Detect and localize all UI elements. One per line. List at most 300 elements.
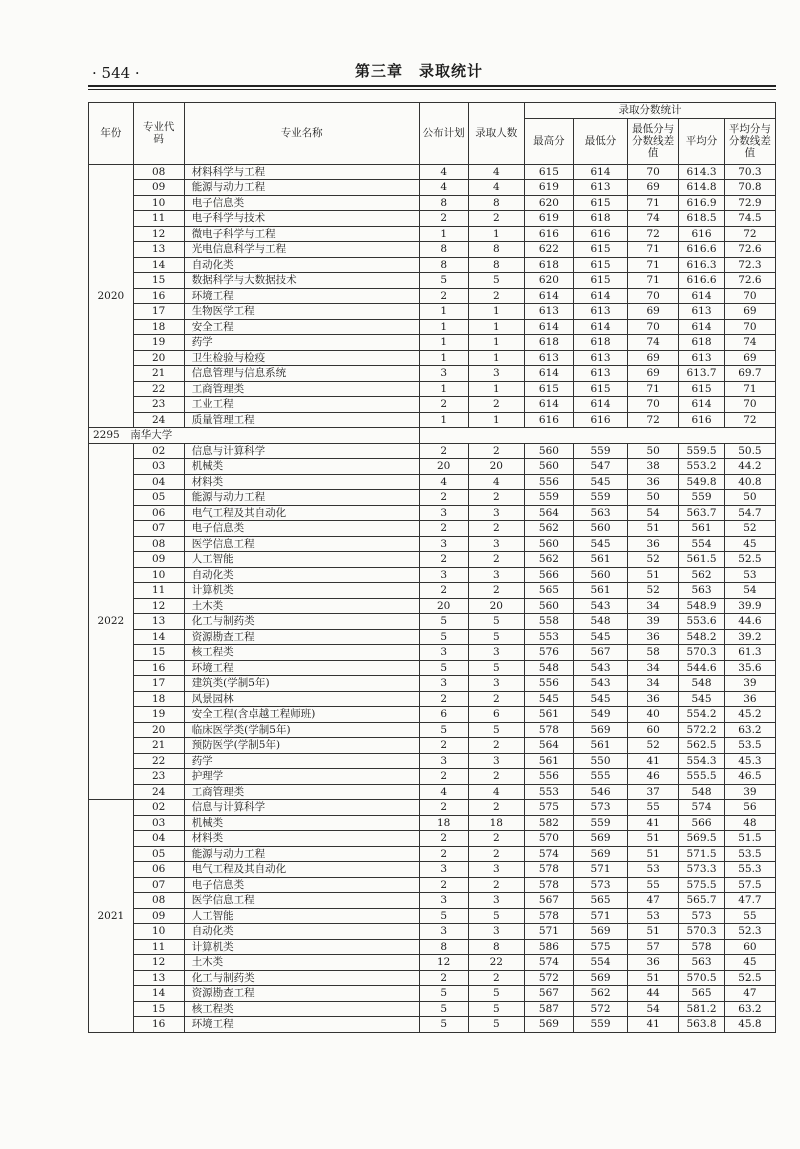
table-row xyxy=(89,459,776,475)
plan-cell: 2 xyxy=(419,521,468,537)
avg_diff-cell: 46.5 xyxy=(724,769,775,785)
min_diff-cell: 51 xyxy=(628,831,679,847)
avg-cell: 561 xyxy=(679,521,725,537)
max-cell: 565 xyxy=(524,583,573,599)
avg_diff-cell: 56 xyxy=(724,800,775,816)
avg_diff-cell: 70.3 xyxy=(724,164,775,180)
code-cell: 06 xyxy=(133,862,184,878)
max-cell: 614 xyxy=(524,288,573,304)
avg-cell: 554 xyxy=(679,536,725,552)
max-cell: 567 xyxy=(524,893,573,909)
plan-cell: 1 xyxy=(419,304,468,320)
admit-cell: 1 xyxy=(468,350,524,366)
admit-cell: 3 xyxy=(468,505,524,521)
avg_diff-cell: 63.2 xyxy=(724,722,775,738)
code-cell: 12 xyxy=(133,955,184,971)
name-cell: 能源与动力工程 xyxy=(184,180,419,196)
min-cell: 615 xyxy=(573,195,627,211)
code-cell: 03 xyxy=(133,459,184,475)
max-cell: 576 xyxy=(524,645,573,661)
name-cell: 医学信息工程 xyxy=(184,536,419,552)
admit-cell: 5 xyxy=(468,908,524,924)
table-row xyxy=(89,769,776,785)
max-cell: 613 xyxy=(524,304,573,320)
table-row xyxy=(89,195,776,211)
plan-cell: 6 xyxy=(419,707,468,723)
code-cell: 11 xyxy=(133,583,184,599)
plan-cell: 2 xyxy=(419,800,468,816)
avg-cell: 615 xyxy=(679,381,725,397)
name-cell: 风景园林 xyxy=(184,691,419,707)
avg-cell: 573 xyxy=(679,908,725,924)
min-cell: 569 xyxy=(573,831,627,847)
avg-cell: 562.5 xyxy=(679,738,725,754)
table-row xyxy=(89,738,776,754)
plan-cell: 1 xyxy=(419,226,468,242)
admit-cell: 3 xyxy=(468,366,524,382)
table-row xyxy=(89,273,776,289)
header-code: 专业代码 xyxy=(133,103,184,165)
avg_diff-cell: 70 xyxy=(724,288,775,304)
min-cell: 545 xyxy=(573,474,627,490)
min_diff-cell: 36 xyxy=(628,536,679,552)
admit-cell: 1 xyxy=(468,335,524,351)
min-cell: 613 xyxy=(573,366,627,382)
admit-cell: 5 xyxy=(468,1001,524,1017)
min_diff-cell: 58 xyxy=(628,645,679,661)
code-cell: 14 xyxy=(133,257,184,273)
min-cell: 543 xyxy=(573,676,627,692)
admit-cell: 3 xyxy=(468,753,524,769)
name-cell: 材料科学与工程 xyxy=(184,164,419,180)
max-cell: 618 xyxy=(524,257,573,273)
min_diff-cell: 39 xyxy=(628,614,679,630)
name-cell: 建筑类(学制5年) xyxy=(184,676,419,692)
header-admitted: 录取人数 xyxy=(468,103,524,165)
name-cell: 工商管理类 xyxy=(184,784,419,800)
table-row xyxy=(89,180,776,196)
header-avg-diff: 平均分与分数线差值 xyxy=(724,118,775,164)
table-row xyxy=(89,211,776,227)
avg-cell: 548 xyxy=(679,676,725,692)
name-cell: 信息与计算科学 xyxy=(184,443,419,459)
table-row xyxy=(89,490,776,506)
avg_diff-cell: 50 xyxy=(724,490,775,506)
admit-cell: 1 xyxy=(468,412,524,428)
avg-cell: 549.8 xyxy=(679,474,725,490)
min-cell: 614 xyxy=(573,397,627,413)
max-cell: 587 xyxy=(524,1001,573,1017)
table-row xyxy=(89,257,776,273)
plan-cell: 4 xyxy=(419,784,468,800)
admit-cell: 2 xyxy=(468,397,524,413)
code-cell: 16 xyxy=(133,288,184,304)
name-cell: 材料类 xyxy=(184,474,419,490)
plan-cell: 2 xyxy=(419,288,468,304)
admit-cell: 2 xyxy=(468,211,524,227)
university-label: 2295 南华大学 xyxy=(89,428,420,444)
header-min-diff: 最低分与分数线差值 xyxy=(628,118,679,164)
plan-cell: 5 xyxy=(419,1001,468,1017)
code-cell: 05 xyxy=(133,846,184,862)
code-cell: 11 xyxy=(133,939,184,955)
min-cell: 554 xyxy=(573,955,627,971)
avg-cell: 565 xyxy=(679,986,725,1002)
code-cell: 21 xyxy=(133,366,184,382)
min_diff-cell: 70 xyxy=(628,319,679,335)
min-cell: 618 xyxy=(573,211,627,227)
avg_diff-cell: 72.3 xyxy=(724,257,775,273)
table-row xyxy=(89,645,776,661)
min-cell: 561 xyxy=(573,552,627,568)
min-cell: 548 xyxy=(573,614,627,630)
name-cell: 医学信息工程 xyxy=(184,893,419,909)
admit-cell: 22 xyxy=(468,955,524,971)
min_diff-cell: 53 xyxy=(628,908,679,924)
admit-cell: 3 xyxy=(468,862,524,878)
max-cell: 619 xyxy=(524,211,573,227)
min_diff-cell: 51 xyxy=(628,521,679,537)
min-cell: 561 xyxy=(573,583,627,599)
max-cell: 560 xyxy=(524,443,573,459)
table-row xyxy=(89,397,776,413)
min_diff-cell: 34 xyxy=(628,676,679,692)
max-cell: 578 xyxy=(524,862,573,878)
max-cell: 613 xyxy=(524,350,573,366)
avg_diff-cell: 52.3 xyxy=(724,924,775,940)
code-cell: 20 xyxy=(133,722,184,738)
avg_diff-cell: 45 xyxy=(724,955,775,971)
code-cell: 12 xyxy=(133,226,184,242)
min-cell: 567 xyxy=(573,645,627,661)
table-row xyxy=(89,831,776,847)
name-cell: 能源与动力工程 xyxy=(184,846,419,862)
avg-cell: 614 xyxy=(679,397,725,413)
year-cell: 2020 xyxy=(89,164,134,428)
plan-cell: 5 xyxy=(419,986,468,1002)
admit-cell: 2 xyxy=(468,288,524,304)
table-row xyxy=(89,335,776,351)
avg-cell: 555.5 xyxy=(679,769,725,785)
code-cell: 22 xyxy=(133,753,184,769)
max-cell: 614 xyxy=(524,319,573,335)
avg-cell: 569.5 xyxy=(679,831,725,847)
min_diff-cell: 70 xyxy=(628,164,679,180)
plan-cell: 1 xyxy=(419,350,468,366)
admit-cell: 8 xyxy=(468,242,524,258)
table-row xyxy=(89,598,776,614)
table-row xyxy=(89,862,776,878)
code-cell: 14 xyxy=(133,629,184,645)
max-cell: 586 xyxy=(524,939,573,955)
avg_diff-cell: 48 xyxy=(724,815,775,831)
plan-cell: 18 xyxy=(419,815,468,831)
max-cell: 575 xyxy=(524,800,573,816)
avg-cell: 561.5 xyxy=(679,552,725,568)
name-cell: 土木类 xyxy=(184,598,419,614)
avg-cell: 570.5 xyxy=(679,970,725,986)
avg_diff-cell: 47.7 xyxy=(724,893,775,909)
avg-cell: 618 xyxy=(679,335,725,351)
name-cell: 化工与制药类 xyxy=(184,614,419,630)
min_diff-cell: 47 xyxy=(628,893,679,909)
code-cell: 12 xyxy=(133,598,184,614)
name-cell: 土木类 xyxy=(184,955,419,971)
min_diff-cell: 71 xyxy=(628,242,679,258)
name-cell: 能源与动力工程 xyxy=(184,490,419,506)
max-cell: 567 xyxy=(524,986,573,1002)
avg_diff-cell: 69 xyxy=(724,350,775,366)
code-cell: 19 xyxy=(133,707,184,723)
table-row xyxy=(89,939,776,955)
min_diff-cell: 36 xyxy=(628,629,679,645)
plan-cell: 20 xyxy=(419,459,468,475)
min_diff-cell: 55 xyxy=(628,800,679,816)
avg-cell: 559.5 xyxy=(679,443,725,459)
avg-cell: 616 xyxy=(679,226,725,242)
min_diff-cell: 52 xyxy=(628,583,679,599)
avg_diff-cell: 53 xyxy=(724,567,775,583)
code-cell: 18 xyxy=(133,691,184,707)
min-cell: 545 xyxy=(573,691,627,707)
name-cell: 数据科学与大数据技术 xyxy=(184,273,419,289)
admit-cell: 2 xyxy=(468,738,524,754)
name-cell: 信息管理与信息系统 xyxy=(184,366,419,382)
min-cell: 613 xyxy=(573,180,627,196)
avg_diff-cell: 70.8 xyxy=(724,180,775,196)
table-row xyxy=(89,164,776,180)
avg-cell: 614 xyxy=(679,319,725,335)
code-cell: 07 xyxy=(133,877,184,893)
plan-cell: 5 xyxy=(419,273,468,289)
table-row xyxy=(89,505,776,521)
code-cell: 17 xyxy=(133,304,184,320)
table-row xyxy=(89,319,776,335)
table-row xyxy=(89,381,776,397)
min_diff-cell: 41 xyxy=(628,815,679,831)
admit-cell: 2 xyxy=(468,970,524,986)
admit-cell: 3 xyxy=(468,893,524,909)
table-row xyxy=(89,800,776,816)
plan-cell: 2 xyxy=(419,846,468,862)
name-cell: 安全工程 xyxy=(184,319,419,335)
code-cell: 14 xyxy=(133,986,184,1002)
min-cell: 616 xyxy=(573,412,627,428)
avg_diff-cell: 50.5 xyxy=(724,443,775,459)
avg-cell: 572.2 xyxy=(679,722,725,738)
min_diff-cell: 69 xyxy=(628,350,679,366)
admit-cell: 5 xyxy=(468,614,524,630)
admit-cell: 4 xyxy=(468,164,524,180)
max-cell: 560 xyxy=(524,598,573,614)
avg_diff-cell: 57.5 xyxy=(724,877,775,893)
admit-cell: 1 xyxy=(468,226,524,242)
name-cell: 安全工程(含卓越工程师班) xyxy=(184,707,419,723)
plan-cell: 3 xyxy=(419,862,468,878)
name-cell: 自动化类 xyxy=(184,924,419,940)
plan-cell: 5 xyxy=(419,614,468,630)
avg-cell: 563.8 xyxy=(679,1017,725,1033)
min_diff-cell: 54 xyxy=(628,1001,679,1017)
avg-cell: 545 xyxy=(679,691,725,707)
avg_diff-cell: 61.3 xyxy=(724,645,775,661)
avg_diff-cell: 69 xyxy=(724,304,775,320)
max-cell: 570 xyxy=(524,831,573,847)
admit-cell: 20 xyxy=(468,459,524,475)
table-row xyxy=(89,815,776,831)
avg_diff-cell: 53.5 xyxy=(724,738,775,754)
admit-cell: 2 xyxy=(468,800,524,816)
admit-cell: 5 xyxy=(468,722,524,738)
code-cell: 24 xyxy=(133,784,184,800)
min-cell: 614 xyxy=(573,319,627,335)
max-cell: 615 xyxy=(524,164,573,180)
plan-cell: 5 xyxy=(419,1017,468,1033)
name-cell: 工商管理类 xyxy=(184,381,419,397)
min-cell: 569 xyxy=(573,924,627,940)
admit-cell: 2 xyxy=(468,769,524,785)
max-cell: 558 xyxy=(524,614,573,630)
header-score-stats: 录取分数统计 xyxy=(524,103,775,119)
min_diff-cell: 70 xyxy=(628,397,679,413)
avg-cell: 573.3 xyxy=(679,862,725,878)
code-cell: 06 xyxy=(133,505,184,521)
plan-cell: 2 xyxy=(419,877,468,893)
code-cell: 05 xyxy=(133,490,184,506)
avg-cell: 563 xyxy=(679,955,725,971)
header-rule-thin xyxy=(88,89,776,90)
name-cell: 微电子科学与工程 xyxy=(184,226,419,242)
avg-cell: 553.6 xyxy=(679,614,725,630)
min-cell: 614 xyxy=(573,288,627,304)
min-cell: 560 xyxy=(573,521,627,537)
admission-table xyxy=(88,102,776,1033)
admit-cell: 2 xyxy=(468,521,524,537)
header-max: 最高分 xyxy=(524,118,573,164)
min_diff-cell: 34 xyxy=(628,598,679,614)
avg_diff-cell: 36 xyxy=(724,691,775,707)
admit-cell: 1 xyxy=(468,304,524,320)
table-row xyxy=(89,614,776,630)
min-cell: 575 xyxy=(573,939,627,955)
table-row xyxy=(89,288,776,304)
max-cell: 618 xyxy=(524,335,573,351)
avg_diff-cell: 74.5 xyxy=(724,211,775,227)
avg-cell: 614.3 xyxy=(679,164,725,180)
max-cell: 622 xyxy=(524,242,573,258)
min-cell: 571 xyxy=(573,908,627,924)
admit-cell: 5 xyxy=(468,1017,524,1033)
avg_diff-cell: 39 xyxy=(724,676,775,692)
max-cell: 562 xyxy=(524,552,573,568)
admit-cell: 3 xyxy=(468,676,524,692)
min-cell: 571 xyxy=(573,862,627,878)
code-cell: 02 xyxy=(133,800,184,816)
year-cell: 2022 xyxy=(89,443,134,800)
min-cell: 543 xyxy=(573,660,627,676)
name-cell: 光电信息科学与工程 xyxy=(184,242,419,258)
code-cell: 04 xyxy=(133,474,184,490)
code-cell: 15 xyxy=(133,1001,184,1017)
min-cell: 615 xyxy=(573,242,627,258)
plan-cell: 2 xyxy=(419,831,468,847)
min_diff-cell: 70 xyxy=(628,288,679,304)
min-cell: 569 xyxy=(573,846,627,862)
avg_diff-cell: 60 xyxy=(724,939,775,955)
min-cell: 545 xyxy=(573,629,627,645)
avg_diff-cell: 74 xyxy=(724,335,775,351)
max-cell: 574 xyxy=(524,846,573,862)
avg-cell: 562 xyxy=(679,567,725,583)
max-cell: 569 xyxy=(524,1017,573,1033)
chapter-title: 第三章 录取统计 xyxy=(355,62,484,80)
avg-cell: 616.3 xyxy=(679,257,725,273)
name-cell: 电子信息类 xyxy=(184,877,419,893)
min_diff-cell: 71 xyxy=(628,381,679,397)
admit-cell: 2 xyxy=(468,443,524,459)
plan-cell: 8 xyxy=(419,257,468,273)
max-cell: 614 xyxy=(524,397,573,413)
avg_diff-cell: 69.7 xyxy=(724,366,775,382)
min_diff-cell: 34 xyxy=(628,660,679,676)
avg_diff-cell: 52 xyxy=(724,521,775,537)
avg_diff-cell: 51.5 xyxy=(724,831,775,847)
min-cell: 561 xyxy=(573,738,627,754)
admit-cell: 3 xyxy=(468,924,524,940)
code-cell: 09 xyxy=(133,180,184,196)
admit-cell: 5 xyxy=(468,660,524,676)
avg_diff-cell: 72.6 xyxy=(724,273,775,289)
avg-cell: 616 xyxy=(679,412,725,428)
table-row xyxy=(89,753,776,769)
avg-cell: 616.6 xyxy=(679,273,725,289)
max-cell: 556 xyxy=(524,474,573,490)
min-cell: 573 xyxy=(573,800,627,816)
min-cell: 559 xyxy=(573,490,627,506)
avg_diff-cell: 44.6 xyxy=(724,614,775,630)
code-cell: 13 xyxy=(133,614,184,630)
table-row xyxy=(89,970,776,986)
table-row xyxy=(89,955,776,971)
avg_diff-cell: 63.2 xyxy=(724,1001,775,1017)
table-row xyxy=(89,676,776,692)
max-cell: 559 xyxy=(524,490,573,506)
plan-cell: 3 xyxy=(419,366,468,382)
avg-cell: 554.2 xyxy=(679,707,725,723)
avg_diff-cell: 53.5 xyxy=(724,846,775,862)
name-cell: 资源勘查工程 xyxy=(184,986,419,1002)
max-cell: 578 xyxy=(524,722,573,738)
name-cell: 核工程类 xyxy=(184,1001,419,1017)
admit-cell: 2 xyxy=(468,846,524,862)
avg-cell: 566 xyxy=(679,815,725,831)
min_diff-cell: 51 xyxy=(628,846,679,862)
max-cell: 620 xyxy=(524,195,573,211)
min_diff-cell: 69 xyxy=(628,304,679,320)
avg_diff-cell: 72 xyxy=(724,226,775,242)
avg_diff-cell: 40.8 xyxy=(724,474,775,490)
min_diff-cell: 69 xyxy=(628,366,679,382)
max-cell: 562 xyxy=(524,521,573,537)
avg-cell: 559 xyxy=(679,490,725,506)
avg-cell: 575.5 xyxy=(679,877,725,893)
table-row xyxy=(89,893,776,909)
avg-cell: 548.9 xyxy=(679,598,725,614)
avg-cell: 581.2 xyxy=(679,1001,725,1017)
max-cell: 578 xyxy=(524,908,573,924)
max-cell: 615 xyxy=(524,381,573,397)
min_diff-cell: 38 xyxy=(628,459,679,475)
